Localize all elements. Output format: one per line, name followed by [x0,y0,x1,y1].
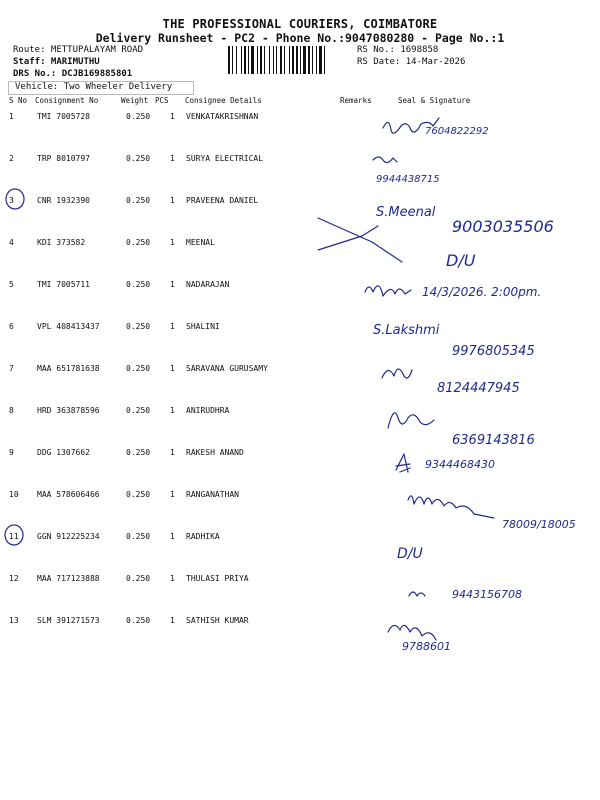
hw-phone-row-3: 9003035506 [452,217,554,236]
signature-row-9 [396,454,410,472]
hw-phone-row-7: 8124447945 [437,381,520,396]
row-sno: 12 [9,574,19,583]
col-sno: S No [9,96,28,105]
row-pcs: 1 [170,490,175,499]
row-consignee-name: NADARAJAN [186,280,230,289]
row-weight: 0.250 [126,112,151,121]
signature-row-2 [373,157,397,163]
row-consignment-no: TMI 7005711 [37,280,90,289]
row-sno: 3 [9,196,14,205]
row-consignment-no: VPL 408413437 [37,322,100,331]
row-sno: 7 [9,364,14,373]
row-weight: 0.250 [126,616,151,625]
row-consignment-no: CNR 1932390 [37,196,90,205]
row-consignee-name: SURYA ELECTRICAL [186,154,264,163]
route-label: Route: METTUPALAYAM ROAD [13,45,144,55]
row-consignment-no: GGN 912225234 [37,532,100,541]
hw-name-row-6: S.Lakshmi [373,323,440,338]
hw-name-row-3: S.Meenal [376,205,436,220]
row-sno: 5 [9,280,14,289]
row-sno: 13 [9,616,19,625]
row-weight: 0.250 [126,154,151,163]
row-sno: 4 [9,238,14,247]
row-consignee-name: PRAVEENA DANIEL [186,196,259,205]
row-consignment-no: HRD 363878596 [37,406,100,415]
row-weight: 0.250 [126,364,151,373]
company-title: THE PROFESSIONAL COURIERS, COIMBATORE [162,17,438,31]
row-pcs: 1 [170,238,175,247]
rs-date: RS Date: 14-Mar-2026 [357,57,466,67]
col-pcs: PCS [155,96,169,105]
row-pcs: 1 [170,154,175,163]
row-weight: 0.250 [126,238,151,247]
row-weight: 0.250 [126,406,151,415]
row-consignment-no: TMI 7005728 [37,112,90,121]
hw-phone-row-9: 9344468430 [425,458,495,471]
row-consignee-name: SARAVANA GURUSAMY [186,364,268,373]
row-pcs: 1 [170,322,175,331]
row-pcs: 1 [170,280,175,289]
col-remarks: Remarks [340,96,372,105]
hw-mark-row-11: D/U [397,546,423,562]
hw-phone-row-10: 78009/18005 [502,518,576,531]
hw-phone-row-13: 9788601 [402,640,451,653]
signature-row-8 [388,413,434,428]
row-consignment-no: SLM 391271573 [37,616,100,625]
row-pcs: 1 [170,616,175,625]
row-sno: 10 [9,490,19,499]
drs-number: DRS No.: DCJB169885801 [13,69,133,79]
circle-mark-row-11 [5,525,23,545]
row-weight: 0.250 [126,574,151,583]
row-consignment-no: DDG 1307662 [37,448,90,457]
row-sno: 8 [9,406,14,415]
row-consignment-no: MAA 717123888 [37,574,100,583]
row-weight: 0.250 [126,280,151,289]
row-sno: 11 [9,532,19,541]
crossout-line-1 [318,218,402,262]
circle-mark-row-3 [6,189,24,209]
vehicle-label: Vehicle: Two Wheeler Delivery [15,82,173,92]
row-weight: 0.250 [126,322,151,331]
row-consignee-name: RANGANATHAN [186,490,239,499]
col-consignment: Consignment No [35,96,99,105]
row-consignment-no: MAA 651781638 [37,364,100,373]
row-consignment-no: KDI 373582 [37,238,86,247]
hw-phone-row-12: 9443156708 [452,588,522,601]
row-consignee-name: MEENAL [186,238,215,247]
row-consignee-name: RADHIKA [186,532,220,541]
col-seal-signature: Seal & Signature [398,96,471,105]
hw-mark-row-3: D/U [446,251,476,270]
row-pcs: 1 [170,406,175,415]
signature-row-12 [409,592,425,596]
row-sno: 1 [9,112,14,121]
row-consignee-name: ANIRUDHRA [186,406,230,415]
row-weight: 0.250 [126,448,151,457]
hw-phone-row-1: 7604822292 [425,126,489,137]
row-weight: 0.250 [126,532,151,541]
hw-phone-row-8: 6369143816 [452,433,535,448]
row-pcs: 1 [170,532,175,541]
row-pcs: 1 [170,574,175,583]
runsheet-title: Delivery Runsheet - PC2 - Phone No.:9047080280 - Page No.:1 [95,31,505,45]
row-consignee-name: SHALINI [186,322,220,331]
signature-row-13 [388,625,436,640]
row-consignee-name: RAKESH ANAND [186,448,244,457]
rs-number: RS No.: 1698858 [357,45,439,55]
row-pcs: 1 [170,364,175,373]
row-consignment-no: TRP 8010797 [37,154,90,163]
row-sno: 2 [9,154,14,163]
row-consignee-name: THULASI PRIYA [186,574,249,583]
hw-date-row-5: 14/3/2026. 2:00pm. [422,285,542,299]
row-consignee-name: VENKATAKRISHNAN [186,112,259,121]
row-pcs: 1 [170,196,175,205]
crossout-line-2 [318,226,378,250]
row-pcs: 1 [170,112,175,121]
signature-row-7 [382,369,412,378]
col-weight: Weight [121,96,149,105]
row-sno: 6 [9,322,14,331]
hw-phone-row-2: 9944438715 [376,174,440,185]
row-weight: 0.250 [126,196,151,205]
staff-label: Staff: MARIMUTHU [13,57,100,67]
col-consignee: Consignee Details [185,96,262,105]
signature-row-10 [408,496,494,518]
row-consignment-no: MAA 578606466 [37,490,100,499]
row-consignee-name: SATHISH KUMAR [186,616,249,625]
signature-row-5 [365,286,411,296]
row-weight: 0.250 [126,490,151,499]
row-sno: 9 [9,448,14,457]
hw-phone-row-6: 9976805345 [452,344,535,359]
row-pcs: 1 [170,448,175,457]
